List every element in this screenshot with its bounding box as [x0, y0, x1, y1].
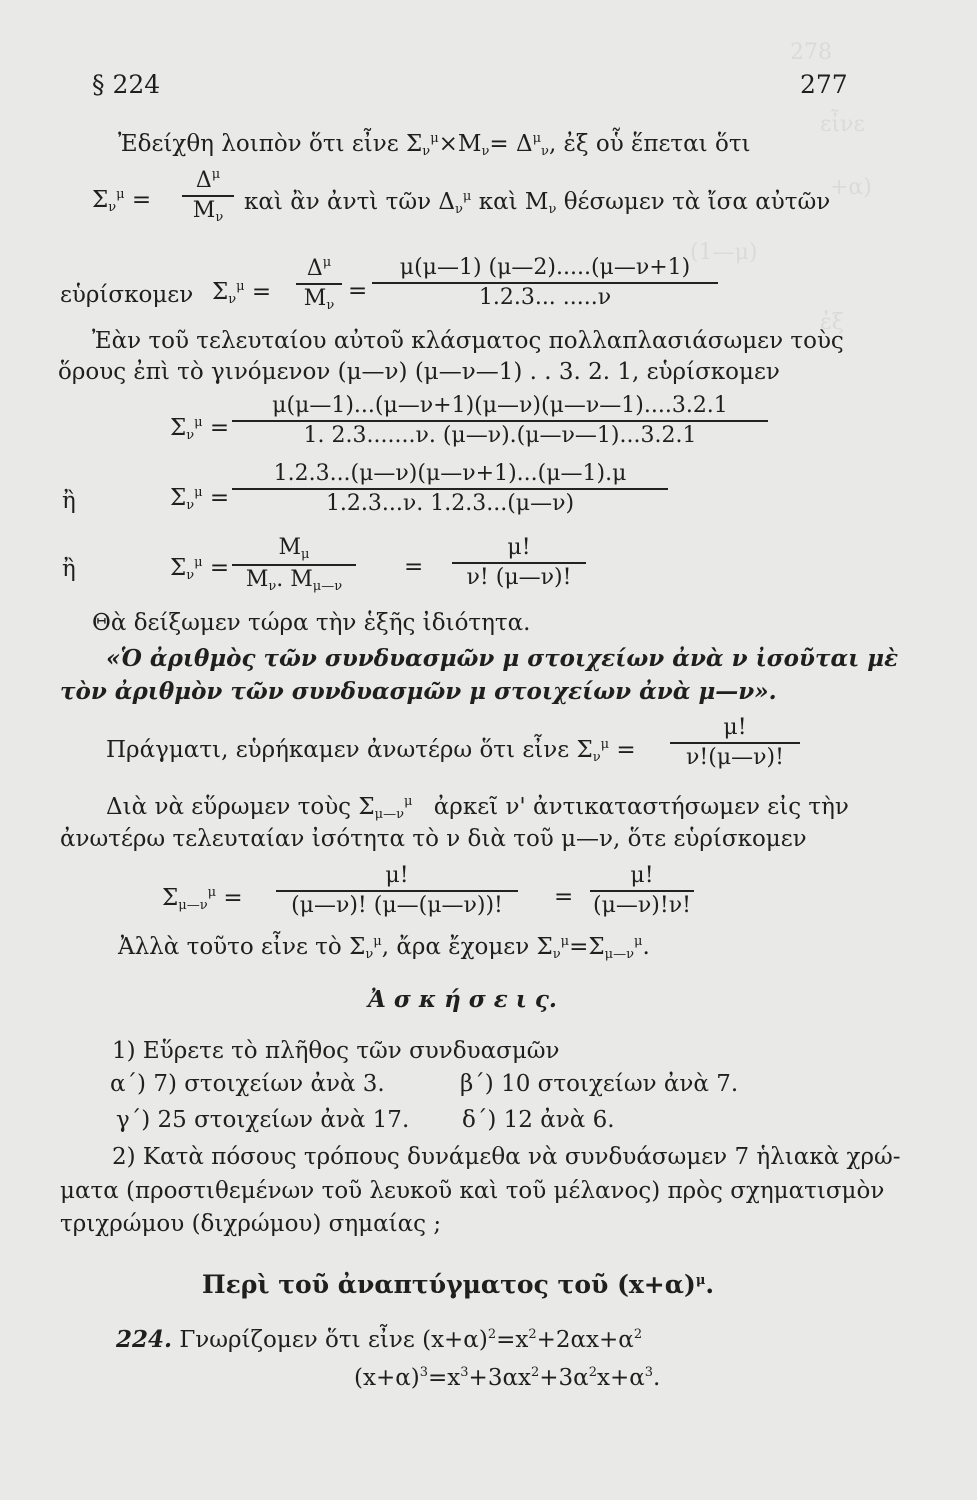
text-line-13: Διὰ νὰ εὕρωμεν τοὺς $\Sigma_{\mu—\nu}^\mu$ ἀρκεῖ ν' ἀντικαταστήσωμεν εἰς τὴν [106, 794, 849, 822]
paragraph-224: 224. Γνωρίζομεν ὅτι εἶνε $(x+\alpha)^2=x^2+2\alpha x+\alpha^2$ [116, 1326, 643, 1353]
fraction-8a: $M_\mu$ $M_\nu$. $M_{\mu—\nu}$ [232, 536, 356, 595]
text-line-9: Θὰ δείξωμεν τώρα τὴν ἑξῆς ἰδιότητα. [92, 610, 531, 636]
text-line-8-label: ἢ [62, 556, 76, 582]
text-line-7-label: ἢ [62, 488, 76, 514]
fraction-3a: $\Delta^\mu$ $M_\nu$ [296, 256, 342, 313]
exercise-2-line-3: τριχρώμου (διχρώμου) σημαίας ; [60, 1211, 442, 1237]
exercise-2-line-1: 2) Κατὰ πόσους τρόπους δυνάμεθα νὰ συνδυάσωμεν 7 ἡλιακὰ χρώ- [112, 1144, 901, 1170]
exercise-1d: δ΄) 12 ἀνὰ 6. [462, 1107, 615, 1133]
text-line-12: Πράγματι, εὑρήκαμεν ἀνωτέρω ὅτι εἶνε $\Sigma_\nu^\mu$ = [106, 737, 636, 765]
text-line-14: ἀνωτέρω τελευταίαν ἰσότητα τὸ ν διὰ τοῦ μ—ν, ὅτε εὑρίσκομεν [60, 826, 807, 852]
text-line-16: Ἀλλὰ τοῦτο εἶνε τὸ $\Sigma_\nu^\mu$, ἄρα ἔχομεν $\Sigma_\nu^\mu=\Sigma_{\mu—\nu}^\mu$. [118, 934, 650, 962]
exercise-1b: β΄) 10 στοιχείων ἀνὰ 7. [460, 1071, 739, 1097]
equals-3: = [348, 278, 368, 304]
section-heading: Περὶ τοῦ ἀναπτύγματος τοῦ $(x+\alpha)^\mu$. [202, 1270, 715, 1299]
text-line-4: Ἐὰν τοῦ τελευταίου αὐτοῦ κλάσματος πολλαπλασιάσωμεν τοὺς [92, 328, 844, 354]
document-page: 278 εἶνε +α) (1—μ) ἐξ § 224 277 Ἐδείχθη λοιπὸν ὅτι εἶνε $\Sigma_\nu^\mu\times M_\nu= \Delta^\mu_\nu$, ἐξ οὗ ἕπεται ὅτι $\Sigma_\nu^\mu$ = $\Delta^\mu$ $M_\nu$ καὶ ἂν ἀντὶ τῶν $\Delta_\nu^\mu$ καὶ $M_\nu$ θέσωμεν τὰ ἴσα αὐτῶν εὑρίσκομεν $\Sigma_\nu^\mu$ = $\Delta^\mu$ $M_\nu$ = μ(μ—1) (μ—2).....(μ—ν+1) 1.2.3... .....ν Ἐὰν τοῦ τελευταίου αὐτοῦ κλάσματος πολλαπλασιάσωμεν τοὺς ὅρους ἐπὶ τὸ γινόμενον (μ—ν) (μ—ν—1) . . 3. 2. 1, εὑρίσκομεν $\Sigma_\nu^\mu$ = μ(μ—1)...(μ—ν+1)(μ—ν)(μ—ν—1)....3.2.1 1. 2.3.......ν. (μ—ν).(μ—ν—1)...3.2.1 ἢ $\Sigma_\nu^\mu$ = 1.2.3...(μ—ν)(μ—ν+1)...(μ—1).μ 1.2.3...ν. 1.2.3...(μ—ν) ἢ $\Sigma_\nu^\mu$ = $M_\mu$ $M_\nu$. $M_{\mu—\nu}$ = μ! ν! (μ—ν)! Θὰ δείξωμεν τώρα τὴν ἑξῆς ἰδιότητα. «Ὁ ἀριθμὸς τῶν συνδυασμῶν μ στοιχείων ἀνὰ ν ἰσοῦται μὲ τὸν ἀριθμὸν τῶν συνδυασμῶν μ στοιχείων ἀνὰ μ—ν». Πράγματι, εὑρήκαμεν ἀνωτέρω ὅτι εἶνε $\Sigma_\nu^\mu$ = μ! ν!(μ—ν)! Διὰ νὰ εὕρωμεν τοὺς $\Sigma_{\mu—\nu}^\mu$ ἀρκεῖ ν' ἀντικαταστήσωμεν εἰς τὴν ἀνωτέρω τελευταίαν ἰσότητα τὸ ν διὰ τοῦ μ—ν, ὅτε εὑρίσκομεν $\Sigma_{\mu—\nu}^\mu$ = μ! (μ—ν)! (μ—(μ—ν))! = μ! (μ—ν)!ν! Ἀλλὰ τοῦτο εἶνε τὸ $\Sigma_\nu^\mu$, ἄρα ἔχομεν $\Sigma_\nu^\mu=\Sigma_{\mu—\nu}^\mu$. Ἀ σ κ ή σ ε ι ς. 1) Εὕρετε τὸ πλῆθος τῶν συνδυασμῶν α΄) 7) στοιχείων ἀνὰ 3. β΄) 10 στοιχείων ἀνὰ 7. γ΄) 25 στοιχείων ἀνὰ 17. δ΄) 12 ἀνὰ 6. 2) Κατὰ πόσους τρόπους δυνάμεθα νὰ συνδυάσωμεν 7 ἡλιακὰ χρώ- ματα (προστιθεμένων τοῦ λευκοῦ καὶ τοῦ μέλανος) πρὸς σχηματισμὸν τριχρώμου (διχρώμου) σημαίας ; Περὶ τοῦ ἀναπτύγματος τοῦ $(x+\alpha)^\mu$. 224. Γνωρίζομεν ὅτι εἶνε $(x+\alpha)^2=x^2+2\alpha x+\alpha^2$ $(x+\alpha)^3=x^3+3\alpha x^2+3\alpha^2x+\alpha^3$. [58, 40, 901, 1391]
fraction-6: μ(μ—1)...(μ—ν+1)(μ—ν)(μ—ν—1)....3.2.1 1. 2.3.......ν. (μ—ν).(μ—ν—1)...3.2.1 [232, 394, 768, 448]
text-line-2: καὶ ἂν ἀντὶ τῶν $\Delta_\nu^\mu$ καὶ $M_\nu$ θέσωμεν τὰ ἴσα αὐτῶν [244, 189, 831, 217]
theorem-line-1: «Ὁ ἀριθμὸς τῶν συνδυασμῶν μ στοιχείων ἀνὰ ν ἰσοῦται μὲ [106, 645, 899, 672]
fraction-8b: μ! ν! (μ—ν)! [452, 536, 586, 590]
exercise-2-line-2: ματα (προστιθεμένων τοῦ λευκοῦ καὶ τοῦ μέλανος) πρὸς σχηματισμὸν [60, 1178, 885, 1204]
fraction-delta-over-m: $\Delta^\mu$ $M_\nu$ [182, 168, 234, 225]
fraction-12: μ! ν!(μ—ν)! [670, 716, 800, 770]
text-line-5: ὅρους ἐπὶ τὸ γινόμενον (μ—ν) (μ—ν—1) . . 3. 2. 1, εὑρίσκομεν [58, 359, 780, 385]
formula-sigma-6: $\Sigma_\nu^\mu$ = [170, 415, 230, 443]
formula-sigma-15: $\Sigma_{\mu—\nu}^\mu$ = [162, 885, 243, 913]
section-number: § 224 [92, 70, 161, 99]
exercise-1: 1) Εὕρετε τὸ πλῆθος τῶν συνδυασμῶν [112, 1038, 560, 1064]
text-line-3-label: εὑρίσκομεν [60, 282, 194, 308]
equals-8: = [404, 554, 424, 580]
fraction-15a: μ! (μ—ν)! (μ—(μ—ν))! [276, 864, 518, 918]
formula-cube: $(x+\alpha)^3=x^3+3\alpha x^2+3\alpha^2x+\alpha^3$. [354, 1365, 661, 1391]
exercises-heading: Ἀ σ κ ή σ ε ι ς. [368, 986, 557, 1013]
exercise-1a: α΄) 7) στοιχείων ἀνὰ 3. [110, 1071, 385, 1097]
exercise-1c: γ΄) 25 στοιχείων ἀνὰ 17. [116, 1107, 410, 1133]
fraction-3b: μ(μ—1) (μ—2).....(μ—ν+1) 1.2.3... .....ν [372, 256, 718, 310]
fraction-7: 1.2.3...(μ—ν)(μ—ν+1)...(μ—1).μ 1.2.3...ν. 1.2.3...(μ—ν) [232, 462, 668, 516]
formula-sigma-7: $\Sigma_\nu^\mu$ = [170, 485, 230, 513]
page-number: 277 [800, 70, 848, 99]
formula-sigma-8: $\Sigma_\nu^\mu$ = [170, 555, 230, 583]
theorem-line-2: τὸν ἀριθμὸν τῶν συνδυασμῶν μ στοιχείων ἀνὰ μ—ν». [60, 678, 777, 705]
text-line-1: Ἐδείχθη λοιπὸν ὅτι εἶνε $\Sigma_\nu^\mu\times M_\nu= \Delta^\mu_\nu$, ἐξ οὗ ἕπεται ὅτι [118, 131, 751, 159]
equals-15: = [554, 884, 574, 910]
formula-sigma-3: $\Sigma_\nu^\mu$ = [212, 279, 272, 307]
fraction-15b: μ! (μ—ν)!ν! [590, 864, 694, 918]
formula-sigma-left: $\Sigma_\nu^\mu$ = [92, 187, 152, 215]
